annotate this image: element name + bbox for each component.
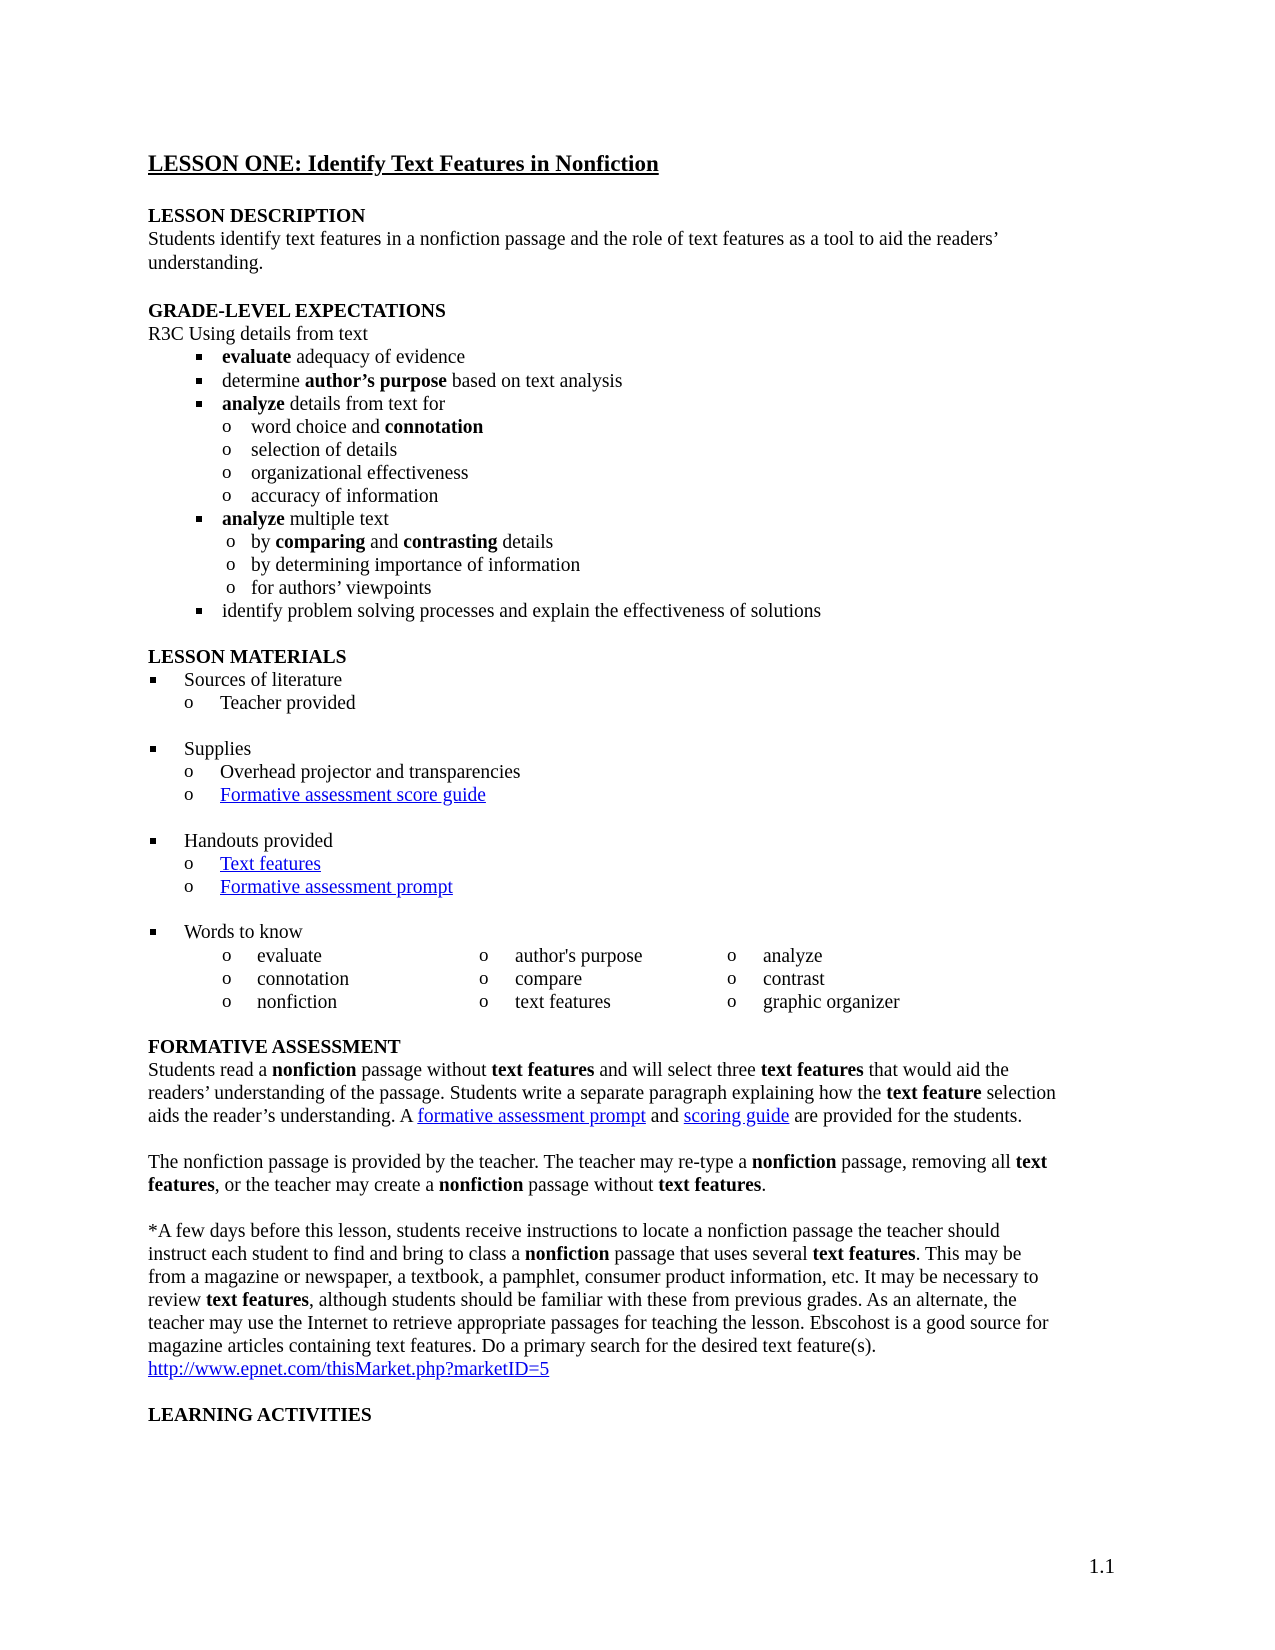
formative-p3-line3: from a magazine or newspaper, a textbook, a pamphlet, consumer product information, etc. It may be necessary to bbox=[148, 1267, 1039, 1288]
materials-words-to-know: Words to know bbox=[184, 922, 303, 943]
formative-p1-line2: readers’ understanding of the passage. Students write a separate paragraph explaining how the text feature selection bbox=[148, 1083, 1056, 1104]
gle-bullet-problem-solving: identify problem solving processes and explain the effectiveness of solutions bbox=[222, 601, 822, 622]
square-bullet-icon bbox=[150, 746, 156, 752]
formative-p1-line1: Students read a nonfiction passage without text features and will select three text features that would aid the bbox=[148, 1060, 1009, 1081]
circle-bullet-icon: o bbox=[222, 968, 232, 989]
gle-bullet-analyze-details: analyze details from text for bbox=[222, 394, 446, 415]
square-bullet-icon bbox=[150, 677, 156, 683]
materials-score-guide-item bbox=[220, 784, 486, 808]
gle-sub-accuracy: accuracy of information bbox=[251, 486, 439, 507]
scoring-guide-link[interactable]: scoring guide bbox=[683, 1106, 790, 1127]
formative-p3-line4: review text features, although students should be familiar with these from previous grades. As an alternate, the bbox=[148, 1290, 1017, 1311]
circle-bullet-icon: o bbox=[727, 991, 737, 1012]
materials-prompt-item bbox=[220, 876, 453, 900]
gle-sub-selection: selection of details bbox=[251, 440, 398, 461]
lesson-description-line-1: Students identify text features in a nonfiction passage and the role of text features as a tool to aid the readers’ bbox=[148, 229, 1000, 250]
gle-heading: GRADE-LEVEL EXPECTATIONS bbox=[148, 301, 446, 322]
materials-text-features-item bbox=[220, 853, 321, 877]
learning-activities-heading: LEARNING ACTIVITIES bbox=[148, 1405, 372, 1426]
circle-bullet-icon: o bbox=[184, 853, 194, 874]
word-connotation: connotation bbox=[257, 969, 350, 990]
text-features-link[interactable]: Text features bbox=[220, 854, 321, 875]
lesson-description-heading: LESSON DESCRIPTION bbox=[148, 206, 366, 227]
circle-bullet-icon: o bbox=[479, 945, 489, 966]
formative-p3-line6: magazine articles containing text features. Do a primary search for the desired text feature(s). bbox=[148, 1336, 877, 1357]
word-graphic-organizer: graphic organizer bbox=[763, 992, 900, 1013]
gle-sub-word-choice: word choice and connotation bbox=[251, 417, 484, 438]
epnet-link[interactable]: http://www.epnet.com/thisMarket.php?marketID=5 bbox=[148, 1359, 550, 1380]
square-bullet-icon bbox=[196, 378, 202, 384]
gle-sub-comparing: by comparing and contrasting details bbox=[251, 532, 554, 553]
formative-p2-line1: The nonfiction passage is provided by the teacher. The teacher may re-type a nonfiction passage, removing all text bbox=[148, 1152, 1048, 1173]
square-bullet-icon bbox=[150, 838, 156, 844]
formative-assessment-prompt-link[interactable]: formative assessment prompt bbox=[417, 1106, 646, 1127]
word-contrast: contrast bbox=[763, 969, 825, 990]
circle-bullet-icon: o bbox=[222, 991, 232, 1012]
circle-bullet-icon: o bbox=[184, 784, 194, 805]
word-compare: compare bbox=[515, 969, 583, 990]
square-bullet-icon bbox=[196, 516, 202, 522]
circle-bullet-icon: o bbox=[222, 945, 232, 966]
page-number: 1.1 bbox=[1088, 1554, 1115, 1578]
circle-bullet-icon: o bbox=[184, 761, 194, 782]
square-bullet-icon bbox=[196, 354, 202, 360]
gle-code-line: R3C Using details from text bbox=[148, 324, 368, 345]
square-bullet-icon bbox=[150, 929, 156, 935]
page-title: LESSON ONE: Identify Text Features in Nonfiction bbox=[148, 151, 659, 176]
formative-p3-line2: instruct each student to find and bring to class a nonfiction passage that uses several text features. This may be bbox=[148, 1244, 1022, 1265]
circle-bullet-icon: o bbox=[226, 531, 236, 552]
materials-overhead: Overhead projector and transparencies bbox=[220, 762, 521, 783]
word-text-features: text features bbox=[515, 992, 611, 1013]
assessment-prompt-link[interactable]: Formative assessment prompt bbox=[220, 877, 453, 898]
word-nonfiction: nonfiction bbox=[257, 992, 338, 1013]
circle-bullet-icon: o bbox=[222, 416, 232, 437]
circle-bullet-icon: o bbox=[222, 485, 232, 506]
circle-bullet-icon: o bbox=[727, 968, 737, 989]
circle-bullet-icon: o bbox=[727, 945, 737, 966]
score-guide-link[interactable]: Formative assessment score guide bbox=[220, 785, 486, 806]
formative-p1-line3: aids the reader’s understanding. A formative assessment prompt and scoring guide are provided for the students. bbox=[148, 1106, 1023, 1127]
circle-bullet-icon: o bbox=[184, 876, 194, 897]
formative-p2-line2: features, or the teacher may create a nonfiction passage without text features. bbox=[148, 1175, 767, 1196]
gle-sub-viewpoints: for authors’ viewpoints bbox=[251, 578, 432, 599]
circle-bullet-icon: o bbox=[222, 439, 232, 460]
gle-bullet-evaluate: evaluate adequacy of evidence bbox=[222, 347, 466, 368]
word-authors-purpose: author's purpose bbox=[515, 946, 643, 967]
word-evaluate: evaluate bbox=[257, 946, 322, 967]
square-bullet-icon bbox=[196, 608, 202, 614]
formative-p3-line1: *A few days before this lesson, students receive instructions to locate a nonfiction passage the teacher should bbox=[148, 1221, 1000, 1242]
materials-sources: Sources of literature bbox=[184, 670, 343, 691]
word-analyze: analyze bbox=[763, 946, 823, 967]
circle-bullet-icon: o bbox=[184, 692, 194, 713]
materials-supplies: Supplies bbox=[184, 739, 252, 760]
circle-bullet-icon: o bbox=[226, 577, 236, 598]
circle-bullet-icon: o bbox=[222, 462, 232, 483]
circle-bullet-icon: o bbox=[226, 554, 236, 575]
lesson-description-line-2: understanding. bbox=[148, 253, 264, 274]
gle-sub-organizational: organizational effectiveness bbox=[251, 463, 469, 484]
epnet-link-line bbox=[148, 1358, 549, 1382]
circle-bullet-icon: o bbox=[479, 968, 489, 989]
materials-handouts: Handouts provided bbox=[184, 831, 333, 852]
gle-bullet-analyze-multiple: analyze multiple text bbox=[222, 509, 389, 530]
formative-heading: FORMATIVE ASSESSMENT bbox=[148, 1037, 401, 1058]
materials-teacher-provided: Teacher provided bbox=[220, 693, 356, 714]
gle-bullet-authors-purpose: determine author’s purpose based on text analysis bbox=[222, 371, 623, 392]
formative-p3-line5: teacher may use the Internet to retrieve appropriate passages for teaching the lesson. Ebscohost is a good source for bbox=[148, 1313, 1049, 1334]
square-bullet-icon bbox=[196, 401, 202, 407]
gle-sub-importance: by determining importance of information bbox=[251, 555, 581, 576]
circle-bullet-icon: o bbox=[479, 991, 489, 1012]
materials-heading: LESSON MATERIALS bbox=[148, 647, 347, 668]
